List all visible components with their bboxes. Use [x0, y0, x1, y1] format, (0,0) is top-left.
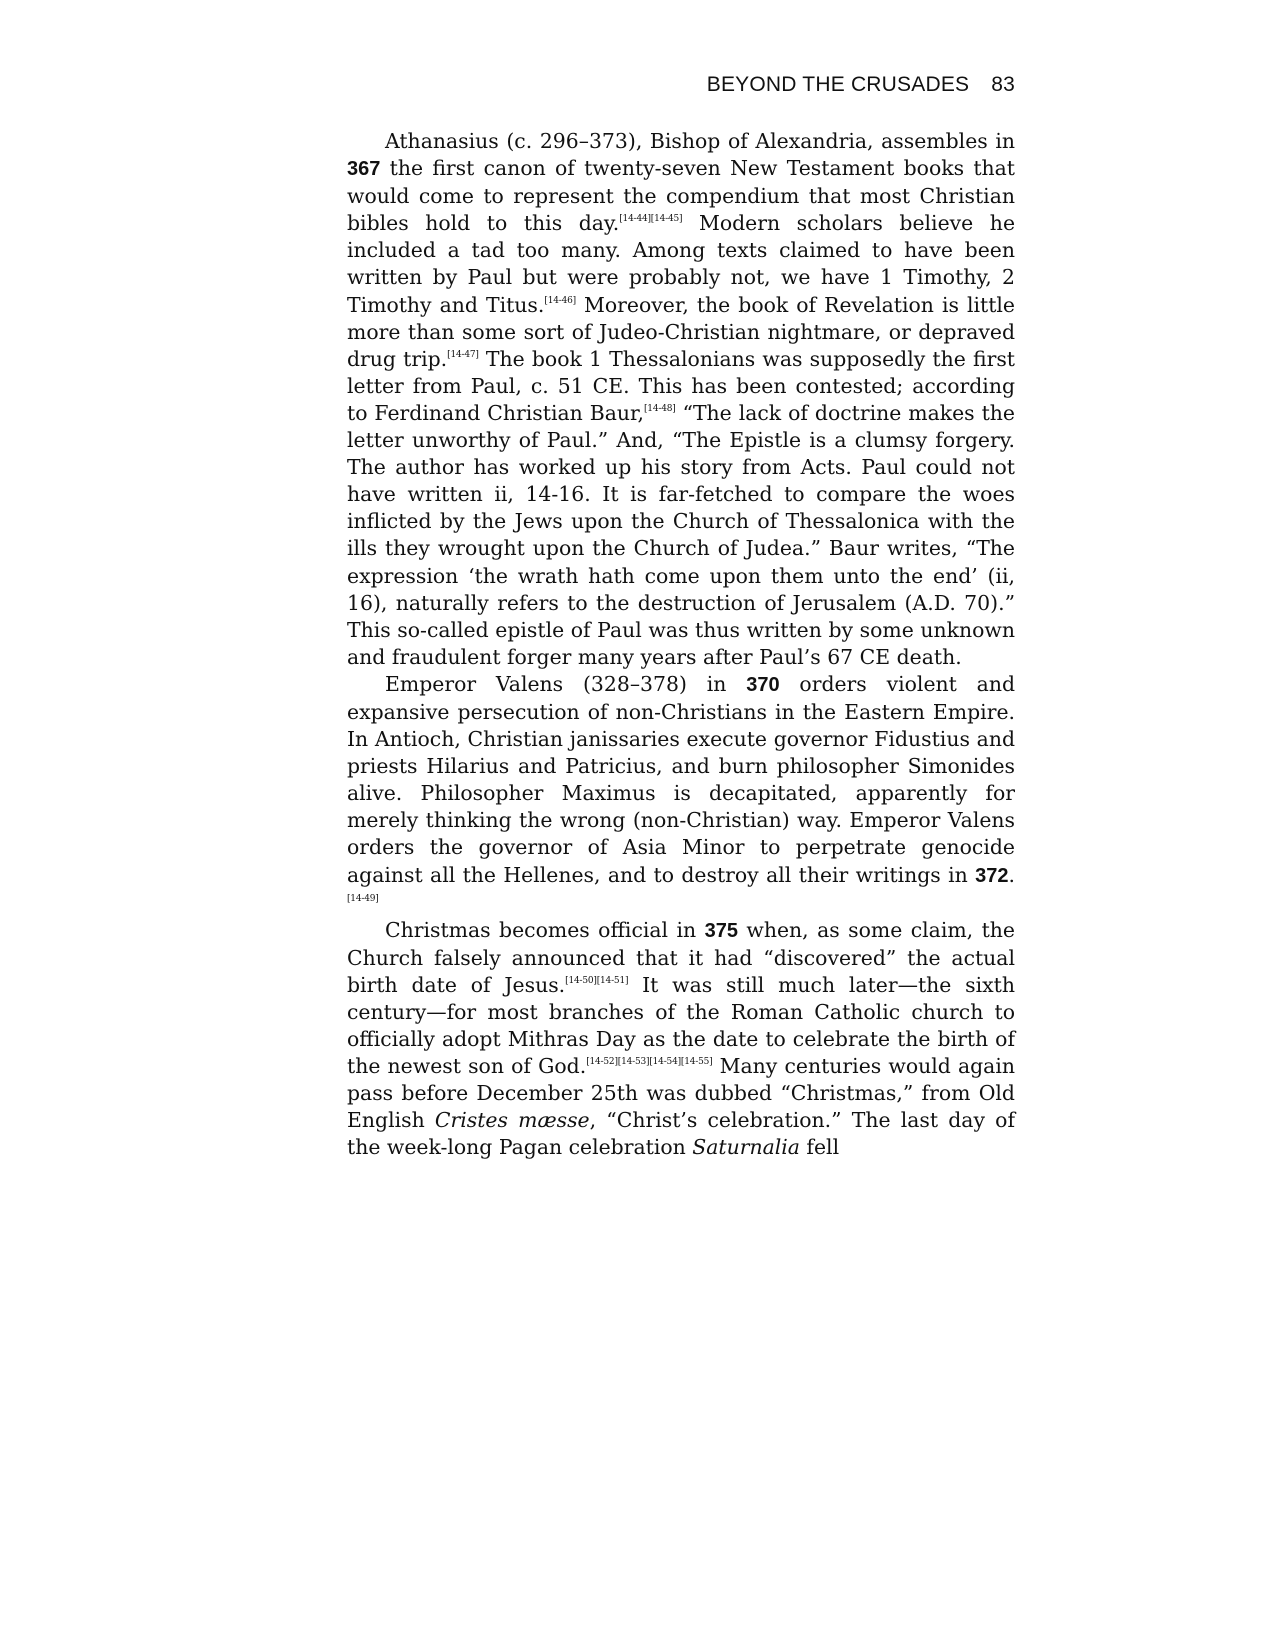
year-highlight: 367	[347, 158, 381, 181]
text-run: the first canon of twenty-seven New Testament books that would come to represent the compendium that most Christian bibles hold to this day.	[347, 156, 1015, 236]
footnote-reference: [14-48]	[643, 403, 676, 414]
year-highlight: 375	[704, 919, 738, 942]
footnote-reference: [14-46]	[544, 295, 576, 306]
running-head	[347, 72, 1015, 98]
text-run: when, as some claim, the Church falsely announced that it had “discovered” the actual birth date of Jesus.	[347, 917, 1015, 997]
text-run: Modern scholars believe he included a tad too many. Among texts claimed to have been written by Paul but were probably not, we have 1 Timothy, 2 Timothy and Titus.	[347, 211, 1016, 317]
year-highlight: 372	[975, 864, 1009, 887]
footnote-reference: [14-49]	[347, 893, 379, 904]
footnote-reference: [14-44][14-45]	[619, 214, 683, 225]
italic-term: Saturnalia	[692, 1135, 800, 1160]
text-run: Christmas becomes official in	[385, 917, 705, 942]
body-text	[347, 128, 1015, 1162]
text-run: .	[1008, 862, 1015, 887]
text-run: , “Christ’s celebration.” The last day of the week-long Pagan celebration	[347, 1108, 1015, 1160]
footnote-reference: [14-52][14-53][14-54][14-55]	[586, 1057, 713, 1068]
page-number: 83	[991, 73, 1015, 96]
text-run: orders violent and expansive persecution of non-Christians in the Eastern Empire. In Antioch, Christian janissaries execute governor Fidustius and priests Hilarius and Patricius, and burn philosopher Simonides alive. Philosopher Maximus is decapitated, apparently for merely thinking the wrong (non-Christian) way. Emperor Valens orders the governor of Asia Minor to perpetrate genocide against all the Hellenes, and to destroy all their writings in	[347, 671, 1015, 887]
paragraph	[347, 128, 1015, 671]
footnote-reference: [14-50][14-51]	[565, 975, 629, 986]
paragraph	[347, 917, 1015, 1162]
text-run: It was still much later—the sixth century—for most branches of the Roman Catholic church to officially adopt Mithras Day as the date to celebrate the birth of the newest son of God.	[347, 972, 1015, 1079]
italic-term: Cristes mæsse	[434, 1108, 590, 1133]
text-run: fell	[799, 1135, 840, 1160]
text-run: “The lack of doctrine makes the letter unworthy of Paul.” And, “The Epistle is a clumsy forgery. The author has worked up his story from Acts. Paul could not have written ii, 14-16. It is far-fetched to compare the woes inflicted by the Jews upon the Church of Thessalonica with the ills they wrought upon the Church of Judea.” Baur writes, “The expression ‘the wrath hath come upon them unto the end’ (ii, 16), naturally refers to the destruction of Jerusalem (A.D. 70).” This so-called epistle of Paul was thus written by some unknown and fraudulent forger many years after Paul’s 67 CE death.	[347, 400, 1016, 669]
paragraph	[347, 671, 1015, 917]
text-run: Moreover, the book of Revelation is little more than some sort of Judeo-Christian nightmare, or depraved drug trip.	[347, 292, 1016, 371]
text-run: The book 1 Thessalonians was supposedly the first letter from Paul, c. 51 CE. This has been contested; according to Ferdinand Christian Baur,	[347, 346, 1015, 425]
footnote-reference: [14-47]	[447, 349, 479, 360]
year-highlight: 370	[746, 673, 780, 696]
text-run: Many centuries would again pass before December 25th was dubbed “Christmas,” from Old English	[347, 1054, 1015, 1133]
running-title: BEYOND THE CRUSADES	[706, 73, 970, 96]
text-run: Athanasius (c. 296–373), Bishop of Alexandria, assembles in	[385, 129, 1015, 153]
text-run: Emperor Valens (328–378) in	[385, 671, 747, 696]
